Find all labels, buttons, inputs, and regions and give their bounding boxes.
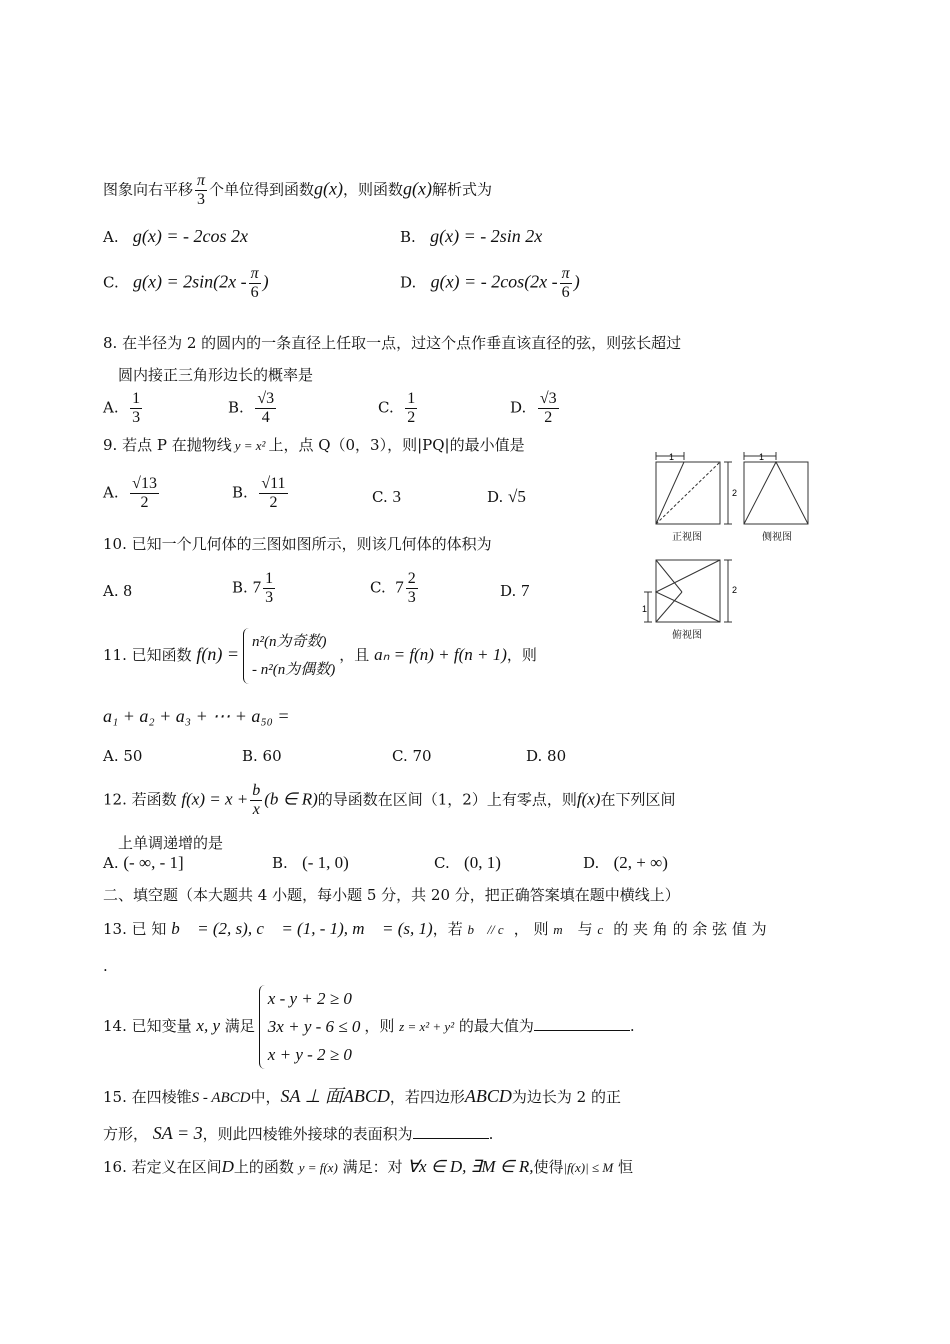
- option-label: D.: [583, 854, 600, 872]
- intro-text: 解析式为: [432, 180, 493, 199]
- fraction-numerator: b: [252, 782, 261, 799]
- stem-text: 与: [577, 920, 593, 938]
- fraction-denominator: x: [252, 801, 260, 818]
- option-expr: g(x) = 2sin(2x -: [133, 271, 247, 292]
- fraction-denominator: 2: [269, 494, 278, 511]
- stem-text: ，若: [432, 920, 463, 938]
- stem-text: 满足：对: [342, 1158, 403, 1176]
- intro-fraction: [195, 172, 207, 209]
- quantifier-cond: ∀x ∈ D, ∃M ∈ R,: [407, 1157, 534, 1176]
- option-value: √5: [508, 487, 526, 506]
- option-value: (- ∞, - 1]: [123, 853, 184, 872]
- q12-stem-cont: 上单调递增的是: [118, 834, 224, 852]
- pyramid-name: S - ABCD: [191, 1090, 251, 1106]
- stem-text: 使得: [533, 1158, 564, 1176]
- q12-option-d[interactable]: [583, 852, 668, 874]
- variables: x, y: [196, 1016, 220, 1035]
- fraction-denominator: 6: [561, 284, 570, 301]
- fraction-numerator: 1: [132, 390, 141, 407]
- q7-option-c[interactable]: [103, 265, 269, 302]
- option-label: C.: [103, 273, 119, 292]
- option-label: D.: [500, 582, 517, 600]
- stem-text: .: [488, 1125, 494, 1143]
- dim-top-width: 1: [669, 452, 675, 462]
- stem-text: 为边长为 2 的正: [511, 1088, 621, 1106]
- side-view-caption: 侧视图: [762, 532, 792, 543]
- q14-stem: [103, 984, 635, 1069]
- q12-option-a[interactable]: [103, 852, 184, 874]
- stem-text: 15. 在四棱锥: [103, 1088, 192, 1106]
- option-fraction: [130, 475, 159, 512]
- q8-stem: 8. 在半径为 2 的圆内的一条直径上任取一点，过这个点作垂直该直径的弦，则弦长超过: [103, 334, 682, 352]
- option-label: D.: [510, 398, 527, 417]
- dim-side-width: 1: [759, 452, 765, 462]
- option-expr: ): [262, 271, 269, 292]
- option-value: (2, + ∞): [613, 853, 668, 872]
- option-label: A.: [103, 228, 119, 246]
- sequence-def: aₙ = f(n) + f(n + 1): [374, 645, 507, 664]
- sum-expr: a₁ + a₂ + a₃ + ⋯ + a₅₀ =: [103, 706, 290, 726]
- q9-option-c[interactable]: [372, 486, 401, 508]
- option-label: D.: [487, 488, 504, 506]
- function-f: f(n) =: [196, 644, 240, 664]
- fraction-numerator: π: [561, 265, 570, 282]
- q13-blank-end: .: [103, 957, 108, 975]
- stem-text: ，若四边形: [389, 1088, 465, 1106]
- option-label: C.: [370, 578, 386, 597]
- top-view: [644, 560, 732, 622]
- option-value: 8: [123, 581, 132, 600]
- option-whole: 7: [252, 577, 262, 597]
- option-fraction: [538, 390, 559, 427]
- q10-option-d[interactable]: [500, 580, 530, 602]
- answer-blank[interactable]: [413, 1122, 489, 1139]
- dim-top-height: 2: [732, 585, 738, 595]
- answer-blank[interactable]: [534, 1014, 630, 1031]
- fraction-numerator: 2: [407, 570, 416, 587]
- intro-text: 个单位得到函数: [209, 180, 315, 199]
- stem-text: 的导函数在区间（1，2）上有零点，则: [317, 790, 577, 809]
- stem-text: 的 夹 角 的 余 弦 值 为: [613, 920, 767, 938]
- fraction-numerator: 1: [407, 390, 416, 407]
- option-fraction: [259, 475, 287, 512]
- option-fraction: [249, 265, 261, 302]
- fraction-denominator: 2: [544, 409, 553, 426]
- fraction-numerator: √11: [261, 475, 286, 492]
- option-value: 7: [521, 581, 530, 600]
- option-fraction: [406, 570, 418, 607]
- vector-m: m⃗: [553, 922, 573, 937]
- intro-text: ，则函数: [343, 180, 404, 199]
- option-label: A.: [103, 483, 119, 502]
- stem-text: ，则: [506, 646, 537, 664]
- fraction-denominator: 2: [407, 409, 416, 426]
- quad-name: ABCD: [464, 1086, 512, 1106]
- q8-option-a[interactable]: [103, 390, 144, 427]
- fraction-numerator: 1: [265, 570, 274, 587]
- q9-option-d[interactable]: [487, 486, 526, 508]
- front-view: [656, 452, 732, 524]
- q8-option-b[interactable]: [228, 390, 278, 427]
- q8-stem-cont: 圆内接正三角形边长的概率是: [118, 366, 314, 384]
- stem-text: 在下列区间: [600, 790, 676, 809]
- q7-option-a[interactable]: [103, 225, 248, 248]
- q11-option-d[interactable]: D. 80: [526, 747, 567, 765]
- stem-text: 方形，: [103, 1125, 149, 1143]
- fraction-denominator: 3: [407, 589, 416, 606]
- option-label: B.: [400, 228, 416, 246]
- option-label: B.: [272, 854, 288, 872]
- piecewise-cases: [243, 628, 335, 684]
- stem-text: 13. 已 知: [103, 920, 167, 938]
- vector-c: c⃗: [597, 922, 614, 937]
- function-y: y = f(x): [298, 1160, 338, 1175]
- stem-text: ，且: [339, 646, 370, 664]
- q12-option-b[interactable]: [272, 852, 349, 874]
- option-label: C.: [434, 854, 450, 872]
- q10-option-a[interactable]: [103, 580, 132, 602]
- q11-option-b[interactable]: B. 60: [242, 747, 282, 765]
- q15-stem-cont: [103, 1122, 493, 1145]
- q7-option-b[interactable]: [400, 225, 542, 248]
- objective-expr: z = x² + y²: [399, 1019, 455, 1034]
- option-expr: ): [573, 271, 580, 292]
- option-label: A.: [103, 398, 119, 417]
- stem-text: 上，点 Q（0，3），则|PQ|的最小值是: [268, 436, 525, 454]
- q9-option-a[interactable]: [103, 475, 161, 512]
- stem-text: 满足: [224, 1017, 255, 1035]
- function-expr: f(x) = x +: [181, 789, 249, 809]
- stem-text: ，则此四棱锥外接球的表面积为: [202, 1125, 413, 1143]
- q13-stem: [103, 918, 767, 941]
- option-label: B.: [228, 398, 244, 417]
- fraction-numerator: √3: [257, 390, 275, 407]
- constraint-2: 3x + y - 6 ≤ 0: [267, 1017, 361, 1036]
- stem-text: 中，: [250, 1088, 281, 1106]
- q10-option-b[interactable]: [232, 570, 277, 607]
- case-even: - n²(n为偶数): [252, 662, 336, 678]
- stem-text: 的最大值为: [458, 1017, 534, 1035]
- q10-option-c[interactable]: [370, 570, 420, 607]
- stem-text: ， 则: [513, 920, 549, 938]
- function-fraction: [250, 782, 262, 819]
- dim-front-height: 2: [732, 488, 738, 498]
- fraction-numerator: √3: [539, 390, 557, 407]
- stem-text: 11. 已知函数: [103, 646, 192, 664]
- stem-text: 恒: [617, 1158, 633, 1176]
- option-label: D.: [400, 273, 417, 292]
- option-fraction: [263, 570, 275, 607]
- option-fraction: [130, 390, 142, 427]
- option-label: B.: [232, 483, 248, 502]
- q15-stem: [103, 1085, 621, 1109]
- bound-ineq: |f(x)| ≤ M: [563, 1160, 614, 1175]
- edge-length: SA = 3: [152, 1123, 203, 1143]
- q11-option-a[interactable]: A. 50: [103, 747, 143, 765]
- fraction-denominator: 4: [261, 409, 270, 426]
- fraction-denominator: 3: [197, 191, 206, 208]
- stem-text: 9. 若点 P 在抛物线: [103, 436, 232, 454]
- stem-text: 14. 已知变量: [103, 1017, 192, 1035]
- q16-stem: [103, 1156, 633, 1179]
- parabola-expr: y = x²: [234, 438, 266, 453]
- function-f: f(x): [576, 789, 601, 809]
- option-expr: g(x) = - 2sin 2x: [430, 226, 543, 246]
- function-g: g(x): [314, 178, 344, 199]
- fraction-denominator: 3: [265, 589, 274, 606]
- option-label: C.: [372, 488, 388, 506]
- stem-text: 上的函数: [233, 1158, 294, 1176]
- option-expr: g(x) = - 2cos 2x: [132, 226, 249, 246]
- stem-text: ，则: [364, 1017, 395, 1035]
- stem-text: 12. 若函数: [103, 790, 177, 809]
- stem-text: .: [629, 1017, 635, 1035]
- q9-option-b[interactable]: [232, 475, 290, 512]
- q12-option-c[interactable]: [434, 852, 501, 874]
- fraction-denominator: 3: [132, 409, 141, 426]
- q12-stem: [103, 782, 675, 819]
- constraint-1: x - y + 2 ≥ 0: [267, 989, 352, 1008]
- q9-stem: [103, 434, 525, 457]
- q11-stem: [103, 628, 537, 684]
- fraction-numerator: √13: [132, 475, 157, 492]
- parallel-cond: b⃗ // c⃗: [467, 922, 514, 937]
- q10-stem: 10. 已知一个几何体的三图如图所示，则该几何体的体积为: [103, 535, 492, 553]
- constraint-system: [259, 985, 361, 1069]
- top-view-caption: 俯视图: [672, 630, 702, 641]
- option-expr: g(x) = - 2cos(2x -: [430, 271, 558, 292]
- three-view-figure: [636, 446, 816, 646]
- option-label: C.: [378, 398, 394, 417]
- fraction-denominator: 6: [250, 284, 259, 301]
- option-label: A.: [103, 854, 119, 872]
- option-label: A.: [103, 582, 119, 600]
- function-g: g(x): [403, 178, 433, 199]
- vector-defs: b⃗ = (2, s), c⃗ = (1, - 1), m⃗ = (s, 1): [171, 919, 433, 938]
- perpendicular-cond: SA ⊥ 面ABCD: [280, 1086, 390, 1106]
- fraction-denominator: 2: [140, 494, 149, 511]
- option-value: (- 1, 0): [302, 853, 349, 872]
- q7-option-d[interactable]: [400, 265, 580, 302]
- q11-option-c[interactable]: C. 70: [392, 747, 432, 765]
- case-odd: n²(n为奇数): [252, 634, 327, 650]
- option-fraction: [560, 265, 572, 302]
- intro-line: [103, 172, 492, 209]
- fraction-numerator: π: [250, 265, 259, 282]
- option-value: 3: [392, 487, 401, 506]
- option-whole: 7: [395, 577, 404, 597]
- domain-d: D: [221, 1157, 234, 1176]
- q11-sum: [103, 705, 290, 728]
- intro-text: 图象向右平移: [103, 180, 194, 199]
- side-view: [744, 452, 808, 524]
- option-fraction: [255, 390, 276, 427]
- option-value: (0, 1): [464, 853, 501, 872]
- constraint-3: x + y - 2 ≥ 0: [267, 1045, 352, 1064]
- q8-option-d[interactable]: [510, 390, 561, 427]
- option-fraction: [405, 390, 417, 427]
- dim-top-offset: 1: [642, 604, 648, 614]
- function-domain: (b ∈ R): [264, 789, 318, 809]
- front-view-caption: 正视图: [672, 532, 702, 543]
- stem-text: 16. 若定义在区间: [103, 1158, 222, 1176]
- q8-option-c[interactable]: [378, 390, 419, 427]
- section-heading: 二、填空题（本大题共 4 小题，每小题 5 分，共 20 分，把正确答案填在题中横线上）: [103, 886, 680, 904]
- fraction-numerator: π: [197, 172, 206, 189]
- option-label: B.: [232, 578, 248, 597]
